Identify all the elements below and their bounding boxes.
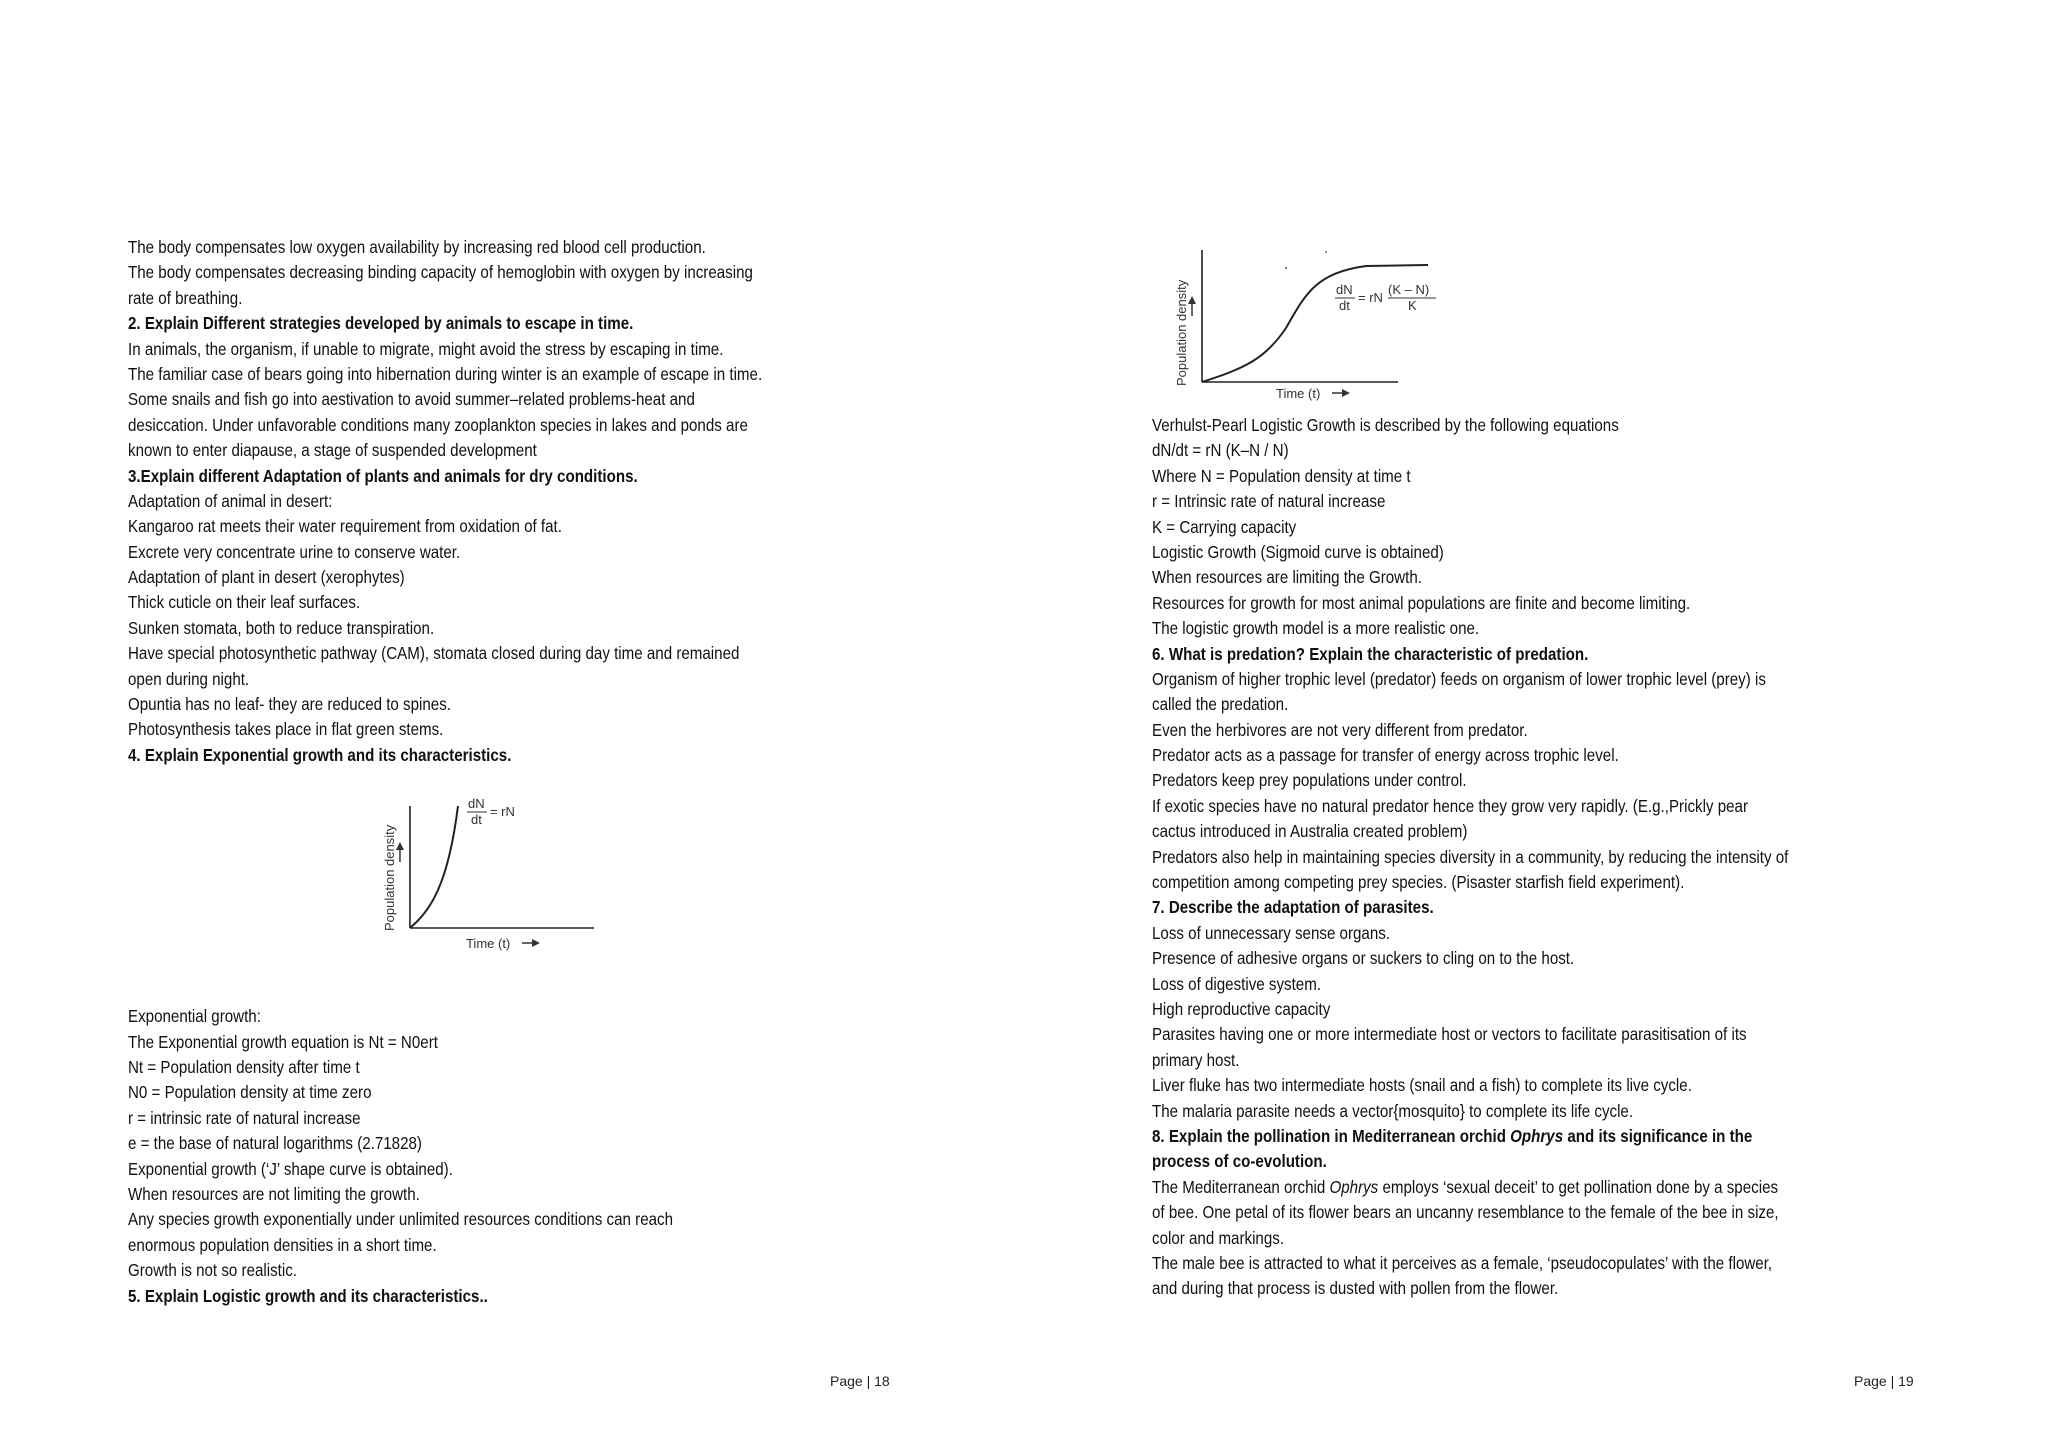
- svg-text:dN: dN: [467, 796, 485, 812]
- text-line: Excrete very concentrate urine to conserve water.: [128, 541, 461, 562]
- svg-text:= rN: = rN: [489, 804, 515, 820]
- text-line: The body compensates decreasing binding capacity of hemoglobin with oxygen by increasing: [128, 262, 753, 283]
- right-text-block: [1152, 413, 1788, 1124]
- log-axes: [1202, 250, 1398, 382]
- text-line: known to enter diapause, a stage of suspended development: [128, 440, 537, 461]
- text-line: e = the base of natural logarithms (2.71828): [128, 1133, 422, 1154]
- text-line: open during night.: [128, 668, 250, 689]
- svg-text:K: K: [1408, 298, 1417, 313]
- text-line: The Exponential growth equation is Nt = N0ert: [128, 1031, 438, 1052]
- text-line: Resources for growth for most animal populations are finite and become limiting.: [1152, 592, 1691, 613]
- text-line: N0 = Population density at time zero: [128, 1082, 372, 1103]
- svg-text:= rN: = rN: [1358, 290, 1383, 305]
- exp-j-curve: [410, 806, 458, 928]
- text-line: Photosynthesis takes place in flat green stems.: [128, 719, 444, 740]
- text-line: and during that process is dusted with pollen from the flower.: [1152, 1278, 1559, 1299]
- text-line: Predators also help in maintaining species diversity in a community, by reducing the intensity of: [1152, 846, 1789, 867]
- text-line: K = Carrying capacity: [1152, 516, 1297, 537]
- svg-text:dt: dt: [470, 812, 482, 828]
- text-line: Predators keep prey populations under control.: [1152, 770, 1467, 791]
- text-line: Presence of adhesive organs or suckers to cling on to the host.: [1152, 948, 1575, 969]
- log-specks: [1285, 251, 1327, 269]
- text-line: called the predation.: [1152, 694, 1289, 715]
- text-line: primary host.: [1152, 1049, 1240, 1070]
- text-line: Exponential growth:: [128, 1006, 261, 1027]
- question-heading: 5. Explain Logistic growth and its characteristics..: [128, 1285, 488, 1306]
- text-line: Have special photosynthetic pathway (CAM), stomata closed during day time and remained: [128, 643, 740, 664]
- text-line: Adaptation of animal in desert:: [128, 490, 333, 511]
- text-line: The male bee is attracted to what it perceives as a female, ‘pseudocopulates’ with the flower,: [1152, 1252, 1773, 1273]
- q8-para-line1: The Mediterranean orchid Ophrys employs ‘sexual deceit’ to get pollination done by a species: [1152, 1176, 1779, 1197]
- text-line: Liver fluke has two intermediate hosts (snail and a fish) to complete its live cycle.: [1152, 1075, 1692, 1096]
- text-line: Kangaroo rat meets their water requirement from oxidation of fat.: [128, 516, 562, 537]
- q8-title-line2: process of co-evolution.: [1152, 1151, 1327, 1172]
- q8-title-line1: 8. Explain the pollination in Mediterranean orchid Ophrys and its significance in the: [1152, 1125, 1753, 1146]
- question-heading: 2. Explain Different strategies developed by animals to escape in time.: [128, 313, 634, 334]
- right-text-block-end: [1152, 1200, 1788, 1302]
- text-line: High reproductive capacity: [1152, 998, 1331, 1019]
- left-text-block-a: [128, 235, 762, 768]
- right-page-text: [1152, 413, 1788, 1302]
- text-line: enormous population densities in a short time.: [128, 1234, 437, 1255]
- text-line: If exotic species have no natural predator hence they grow very rapidly. (E.g.,Prickly pear: [1152, 795, 1748, 816]
- question-heading: 3.Explain different Adaptation of plants and animals for dry conditions.: [128, 465, 638, 486]
- text-line: r = Intrinsic rate of natural increase: [1152, 491, 1386, 512]
- text-line: Predator acts as a passage for transfer of energy across trophic level.: [1152, 745, 1619, 766]
- question-heading: 4. Explain Exponential growth and its characteristics.: [128, 744, 512, 765]
- exp-xlabel: Time (t): [465, 936, 511, 952]
- text-line: of bee. One petal of its flower bears an uncanny resemblance to the female of the bee in size,: [1152, 1202, 1779, 1223]
- svg-text:dt: dt: [1339, 298, 1350, 313]
- text-line: Thick cuticle on their leaf surfaces.: [128, 592, 361, 613]
- page-number-18: Page | 18: [830, 1373, 890, 1389]
- text-line: r = intrinsic rate of natural increase: [128, 1107, 361, 1128]
- text-line: Exponential growth (‘J’ shape curve is obtained).: [128, 1158, 453, 1179]
- text-line: The logistic growth model is a more realistic one.: [1152, 618, 1480, 639]
- question-heading: 6. What is predation? Explain the characteristic of predation.: [1152, 643, 1589, 664]
- text-line: When resources are limiting the Growth.: [1152, 567, 1422, 588]
- text-line: Where N = Population density at time t: [1152, 465, 1411, 486]
- text-line: Loss of unnecessary sense organs.: [1152, 922, 1391, 943]
- text-line: Nt = Population density after time t: [128, 1056, 360, 1077]
- text-line: Loss of digestive system.: [1152, 973, 1322, 994]
- svg-text:dN: dN: [1336, 282, 1353, 297]
- log-x-arrow: [1332, 389, 1350, 397]
- text-line: Growth is not so realistic.: [128, 1260, 298, 1281]
- left-text-block-b: [128, 1004, 762, 1309]
- text-line: Any species growth exponentially under unlimited resources conditions can reach: [128, 1209, 674, 1230]
- svg-text:(K – N): (K – N): [1388, 282, 1430, 297]
- text-line: color and markings.: [1152, 1227, 1285, 1248]
- text-line: Verhulst-Pearl Logistic Growth is described by the following equations: [1152, 415, 1619, 435]
- log-ylabel: Population density: [1174, 279, 1189, 386]
- text-line: rate of breathing.: [128, 287, 243, 308]
- text-line: Sunken stomata, both to reduce transpiration.: [128, 617, 435, 638]
- exponential-growth-graph: [374, 786, 644, 956]
- log-y-arrow: [1188, 296, 1196, 316]
- text-line: desiccation. Under unfavorable conditions many zooplankton species in lakes and ponds are: [128, 414, 748, 435]
- question-heading: 7. Describe the adaptation of parasites.: [1152, 897, 1434, 918]
- text-line: dN/dt = rN (K–N / N): [1152, 440, 1289, 461]
- text-line: Organism of higher trophic level (predator) feeds on organism of lower trophic level (prey) is: [1152, 668, 1766, 689]
- text-line: The body compensates low oxygen availability by increasing red blood cell production.: [128, 237, 706, 257]
- exp-x-arrow: [522, 939, 540, 947]
- exp-y-arrow: [396, 842, 404, 862]
- left-page-text: [128, 235, 762, 1309]
- page-number-19: Page | 19: [1854, 1373, 1914, 1389]
- text-line: Some snails and fish go into aestivation to avoid summer–related problems-heat and: [128, 389, 695, 410]
- text-line: Parasites having one or more intermediate host or vectors to facilitate parasitisation of its: [1152, 1024, 1747, 1045]
- text-line: The familiar case of bears going into hibernation during winter is an example of escape in time.: [128, 363, 763, 384]
- log-equation: [1335, 282, 1436, 313]
- exp-axes: [410, 806, 594, 928]
- text-line: competition among competing prey species. (Pisaster starfish field experiment).: [1152, 872, 1685, 893]
- text-line: Even the herbivores are not very different from predator.: [1152, 719, 1528, 740]
- text-line: Adaptation of plant in desert (xerophytes): [128, 567, 405, 588]
- text-line: Opuntia has no leaf- they are reduced to spines.: [128, 694, 451, 715]
- text-line: cactus introduced in Australia created problem): [1152, 821, 1468, 842]
- ophrys-italic-2: Ophrys: [1329, 1176, 1379, 1197]
- log-xlabel: Time (t): [1276, 386, 1321, 401]
- text-line: When resources are not limiting the growth.: [128, 1183, 420, 1204]
- exp-ylabel: Population density: [381, 824, 397, 932]
- text-line: The malaria parasite needs a vector{mosquito} to complete its life cycle.: [1152, 1100, 1634, 1121]
- exp-equation: [467, 796, 515, 827]
- logistic-growth-graph: [1166, 238, 1486, 408]
- text-line: In animals, the organism, if unable to migrate, might avoid the stress by escaping in time.: [128, 338, 724, 359]
- text-line: Logistic Growth (Sigmoid curve is obtained): [1152, 541, 1444, 562]
- ophrys-italic: Ophrys: [1510, 1125, 1564, 1146]
